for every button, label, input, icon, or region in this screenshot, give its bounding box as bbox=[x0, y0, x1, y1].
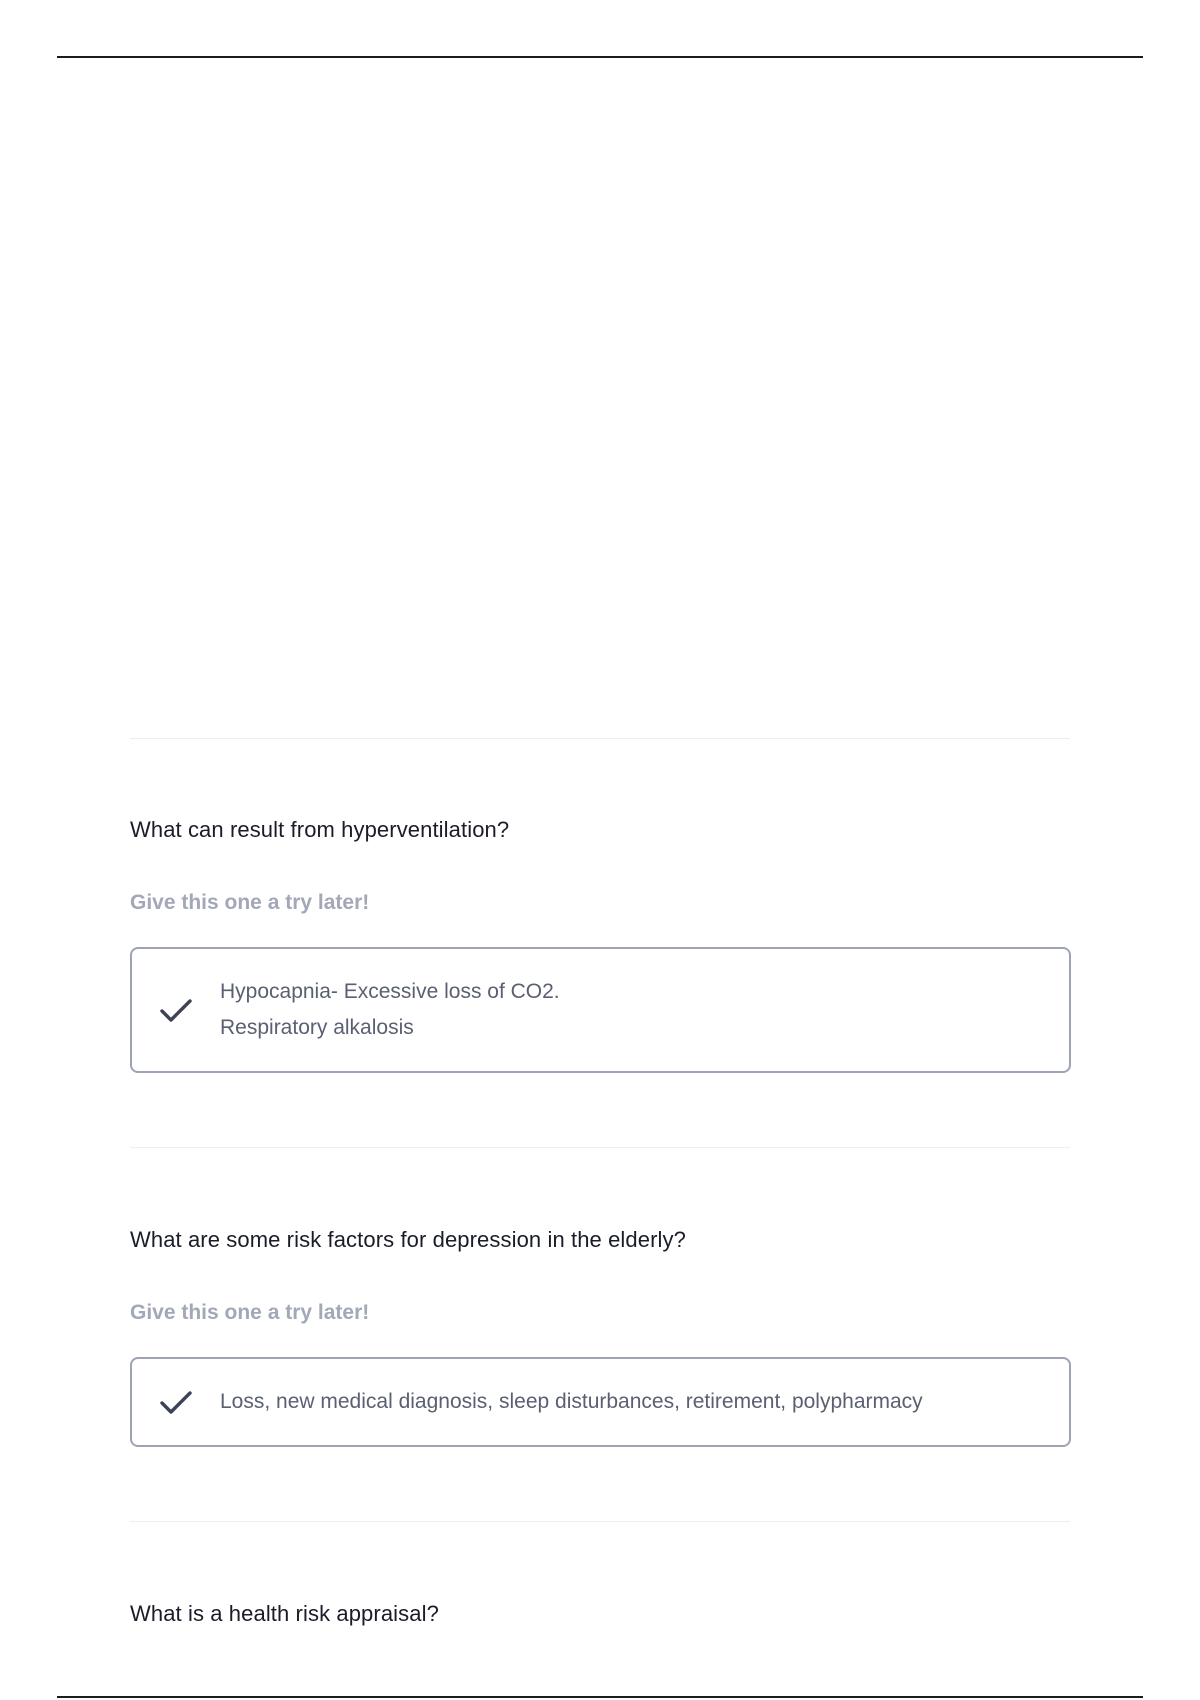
try-later-status: Give this one a try later! bbox=[130, 891, 370, 914]
check-icon bbox=[132, 1387, 220, 1417]
card-divider bbox=[130, 1147, 1070, 1148]
answer-box[interactable] bbox=[130, 947, 1071, 1073]
answer-line: Loss, new medical diagnosis, sleep disturbances, retirement, polypharmacy bbox=[220, 1390, 923, 1413]
check-icon bbox=[132, 995, 220, 1025]
answer-text bbox=[220, 1384, 923, 1420]
question-text: What are some risk factors for depression in the elderly? bbox=[130, 1227, 686, 1252]
answer-box[interactable] bbox=[130, 1357, 1071, 1447]
card-divider bbox=[130, 1521, 1070, 1522]
page-bottom-rule bbox=[57, 1696, 1143, 1698]
question-text: What can result from hyperventilation? bbox=[130, 817, 510, 842]
try-later-status: Give this one a try later! bbox=[130, 1301, 370, 1324]
page-top-rule bbox=[57, 56, 1143, 58]
card-divider bbox=[130, 738, 1070, 739]
answer-text bbox=[220, 974, 560, 1046]
question-text: What is a health risk appraisal? bbox=[130, 1601, 439, 1626]
answer-line: Hypocapnia- Excessive loss of CO2. bbox=[220, 980, 560, 1003]
answer-line: Respiratory alkalosis bbox=[220, 1016, 414, 1039]
